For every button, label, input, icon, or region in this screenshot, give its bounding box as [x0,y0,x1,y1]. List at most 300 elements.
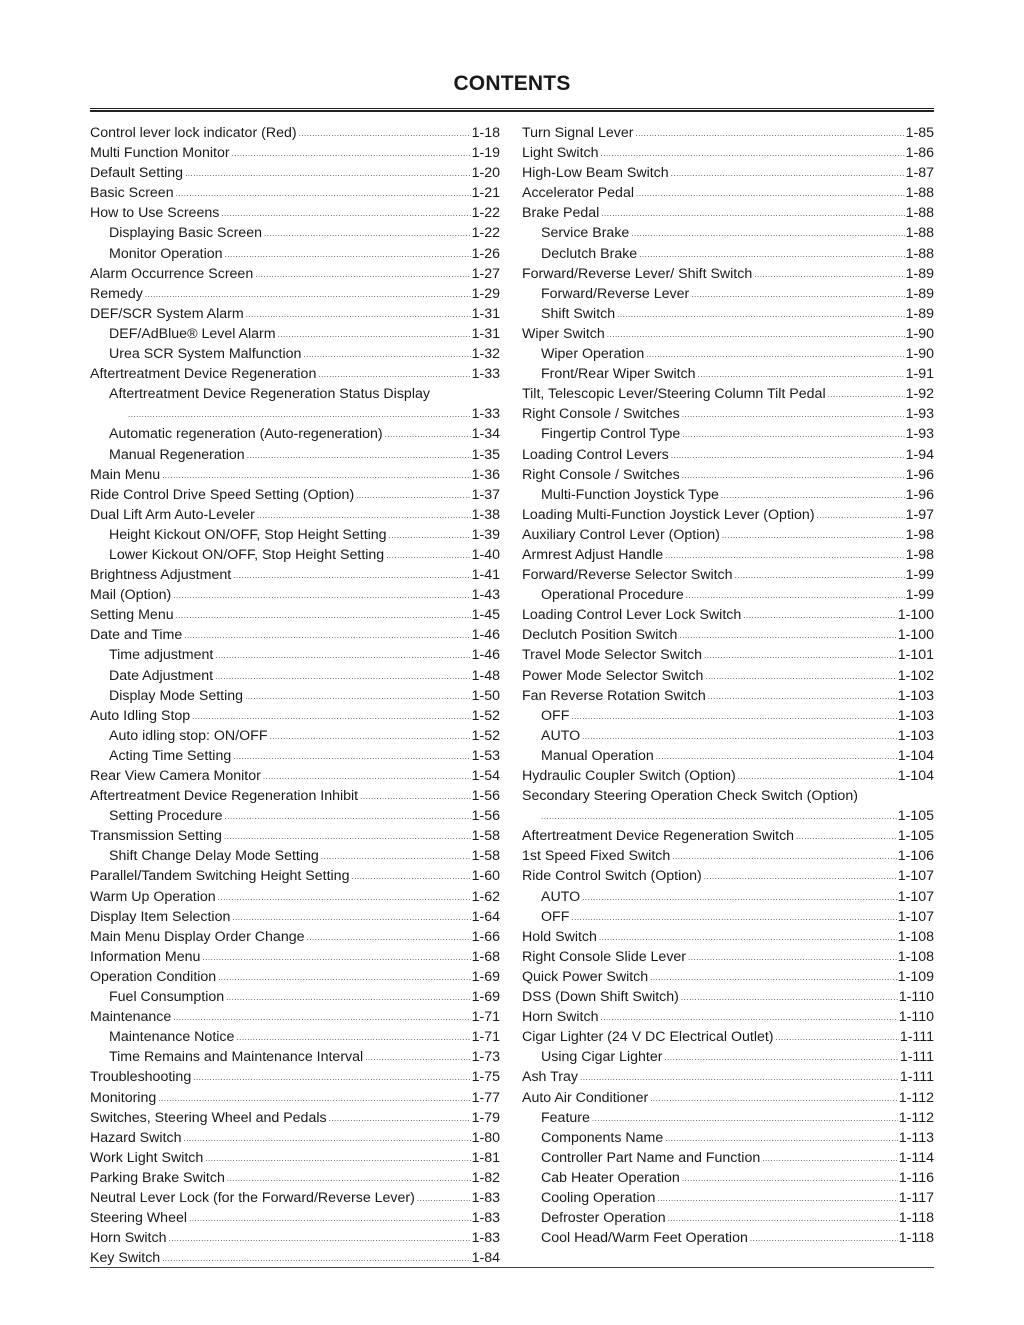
toc-entry-page: 1-85 [905,125,934,141]
toc-entry-page: 1-99 [905,567,934,584]
toc-entry-page: 1-82 [471,1169,500,1186]
toc-entry[interactable] [522,866,934,886]
toc-entry-page: 1-103 [897,727,934,744]
toc-dot-leader [571,908,896,928]
toc-dot-leader [224,827,471,847]
toc-entry[interactable] [522,666,934,686]
toc-entry[interactable] [522,806,934,826]
toc-entry[interactable] [522,766,934,786]
toc-entry-page: 1-93 [905,406,934,423]
toc-dot-leader [722,526,905,546]
toc-dot-leader [607,325,905,345]
toc-entry-title: Display Item Selection [90,908,231,925]
toc-entry-page: 1-45 [471,607,500,624]
toc-entry-title: Monitoring [90,1089,157,1106]
toc-entry-page: 1-105 [897,808,934,825]
toc-entry[interactable] [90,907,500,927]
toc-entry-page: 1-54 [471,768,500,784]
toc-dot-leader [657,1189,897,1209]
toc-dot-leader [672,847,896,867]
toc-dot-leader [145,285,471,305]
toc-entry[interactable] [90,987,500,1007]
toc-entry-page: 1-92 [905,386,934,403]
toc-entry[interactable] [522,244,934,264]
toc-entry-title: Monitor Operation [109,245,223,262]
toc-entry[interactable] [90,1208,500,1228]
toc-entry-title: Cooling Operation [541,1189,656,1206]
toc-dot-leader [656,747,897,767]
toc-entry[interactable] [90,364,500,384]
toc-entry-page: 1-87 [905,165,934,182]
toc-entry[interactable] [522,887,934,907]
toc-dot-leader [307,928,471,948]
toc-dot-leader [215,667,470,687]
toc-entry[interactable] [522,625,934,645]
toc-column-left [90,123,500,1268]
toc-entry-title: Ride Control Drive Speed Setting (Option) [90,486,355,503]
toc-entry[interactable] [90,645,500,665]
toc-entry-title: Aftertreatment Device Regeneration Switch [522,828,795,845]
toc-entry-page: 1-58 [471,828,500,845]
toc-entry-page: 1-90 [905,325,934,342]
toc-entry-page: 1-38 [471,506,500,523]
toc-dot-leader [227,1169,471,1189]
toc-entry-page: 1-88 [905,205,934,222]
toc-entry[interactable] [522,505,934,525]
toc-entry[interactable] [522,846,934,866]
toc-entry[interactable] [522,1047,934,1067]
toc-entry[interactable] [522,1168,934,1188]
toc-dot-leader [247,446,471,466]
toc-dot-leader [233,566,470,586]
toc-entry[interactable] [90,384,500,404]
toc-entry[interactable] [522,605,934,625]
toc-dot-leader [636,184,905,204]
toc-dot-leader [183,1129,470,1149]
toc-dot-leader [226,988,470,1008]
toc-entry[interactable] [90,1188,500,1208]
toc-entry[interactable] [522,163,934,183]
toc-dot-leader [686,586,905,606]
toc-entry[interactable] [522,645,934,665]
toc-entry[interactable] [90,203,500,223]
toc-entry-page: 1-34 [471,426,500,443]
toc-entry-title: Steering Wheel [90,1210,187,1227]
toc-entry-page: 1-103 [897,687,934,704]
toc-entry[interactable] [522,706,934,726]
toc-dot-leader [665,1129,898,1149]
toc-dot-leader [571,707,896,727]
toc-entry-title: Main Menu Display Order Change [90,928,305,945]
toc-entry[interactable] [522,1208,934,1228]
toc-entry[interactable] [90,927,500,947]
toc-entry[interactable] [90,686,500,706]
toc-entry[interactable] [90,264,500,284]
toc-entry-title: Hazard Switch [90,1129,182,1146]
toc-entry-page: 1-89 [905,285,934,302]
toc-entry[interactable] [90,1088,500,1108]
toc-entry[interactable] [90,545,500,565]
toc-dot-leader [202,948,470,968]
toc-entry[interactable] [90,706,500,726]
toc-entry-page: 1-117 [898,1189,934,1206]
toc-entry[interactable] [90,1067,500,1087]
toc-entry[interactable] [522,907,934,927]
toc-entry[interactable] [90,947,500,967]
toc-entry-title: Control lever lock indicator (Red) [90,125,297,141]
toc-entry-title: Alarm Occurrence Screen [90,265,254,282]
toc-dot-leader [635,124,904,144]
toc-entry[interactable] [90,1248,500,1268]
toc-entry[interactable] [90,565,500,585]
toc-dot-leader [671,446,905,466]
toc-entry[interactable] [90,887,500,907]
toc-entry-page: 1-69 [471,989,500,1006]
toc-entry-title: Lower Kickout ON/OFF, Stop Height Setting [109,546,385,563]
toc-entry[interactable] [522,1067,934,1087]
toc-entry[interactable] [90,1168,500,1188]
toc-entry[interactable] [90,846,500,866]
toc-entry-page: 1-83 [471,1189,500,1206]
toc-entry-page: 1-108 [897,928,934,945]
toc-dot-leader [681,988,898,1008]
toc-entry-title: Fuel Consumption [109,989,225,1006]
toc-dot-leader [704,646,897,666]
toc-entry-title: 1st Speed Fixed Switch [522,848,671,865]
toc-dot-leader [193,1068,470,1088]
toc-entry-title: Date and Time [90,627,183,644]
toc-entry-title: Tilt, Telescopic Lever/Steering Column Tilt Pedal [522,386,826,403]
toc-entry-page: 1-88 [905,185,934,202]
toc-entry-page: 1-90 [905,346,934,363]
toc-dot-leader [600,1008,897,1028]
toc-entry[interactable] [522,585,934,605]
toc-entry-page: 1-36 [471,466,500,483]
toc-dot-leader [691,285,904,305]
toc-entry-title: Wiper Switch [522,325,605,342]
toc-entry[interactable] [522,324,934,344]
toc-entry-page: 1-93 [905,426,934,443]
toc-entry[interactable] [522,686,934,706]
toc-entry[interactable] [522,826,934,846]
toc-dot-leader [735,566,905,586]
toc-entry-page: 1-40 [471,546,500,563]
toc-entry-page: 1-58 [471,848,500,865]
toc-entry-page: 1-75 [471,1069,500,1086]
toc-entry-page: 1-100 [897,627,934,644]
toc-dot-leader [225,807,471,827]
toc-entry-page: 1-27 [471,265,500,282]
toc-entry[interactable] [522,947,934,967]
toc-entry[interactable] [522,465,934,485]
toc-dot-leader [417,1189,471,1209]
toc-dot-leader [541,807,897,827]
toc-entry-title: Remedy [90,285,143,302]
toc-entry[interactable] [522,1228,934,1248]
toc-dot-leader [173,1008,470,1028]
toc-dot-leader [168,1229,470,1249]
toc-entry[interactable] [90,183,500,203]
bottom-rule [90,1267,934,1268]
toc-entry-title: Height Kickout ON/OFF, Stop Height Setting [109,526,387,543]
toc-entry-page: 1-109 [897,968,934,985]
toc-dot-leader [721,486,905,506]
toc-dot-leader [236,1028,470,1048]
toc-entry[interactable] [522,525,934,545]
toc-entry-page: 1-89 [905,305,934,322]
toc-entry[interactable] [522,987,934,1007]
toc-entry[interactable] [522,1088,934,1108]
toc-entry[interactable] [90,1148,500,1168]
toc-entry-page: 1-41 [471,567,500,584]
toc-entry-title: Right Console / Switches [522,466,680,483]
toc-entry[interactable] [90,967,500,987]
toc-dot-leader [385,425,471,445]
toc-entry[interactable] [90,1128,500,1148]
toc-entry-title: Aftertreatment Device Regeneration Inhibit [90,788,359,805]
toc-dot-leader [599,928,897,948]
toc-entry-page: 1-107 [897,868,934,885]
toc-entry[interactable] [90,1108,500,1128]
toc-entry[interactable] [90,605,500,625]
toc-entry-title: High-Low Beam Switch [522,165,669,182]
toc-entry[interactable] [90,244,500,264]
toc-dot-leader [218,888,471,908]
toc-entry[interactable] [522,445,934,465]
toc-entry-title: Quick Power Switch [522,968,649,985]
toc-entry[interactable] [90,786,500,806]
toc-dot-leader [225,245,471,265]
toc-entry[interactable] [90,445,500,465]
toc-entry[interactable] [522,1027,934,1047]
toc-entry-page: 1-96 [905,466,934,483]
toc-entry[interactable] [522,1128,934,1148]
toc-entry-title: Cigar Lighter (24 V DC Electrical Outlet) [522,1029,774,1046]
toc-entry[interactable] [90,223,500,243]
toc-dot-leader [688,948,897,968]
toc-entry[interactable] [522,384,934,404]
toc-entry-title: Auxiliary Control Lever (Option) [522,526,720,543]
toc-entry[interactable] [522,485,934,505]
toc-entry-title: Declutch Brake [541,245,638,262]
toc-entry[interactable] [522,565,934,585]
toc-entry[interactable] [522,284,934,304]
toc-entry[interactable] [522,1108,934,1128]
toc-entry-title: Power Mode Selector Switch [522,667,704,684]
toc-entry-title: Fan Reverse Rotation Switch [522,687,706,704]
toc-entry[interactable] [522,927,934,947]
toc-entry-title: Maintenance [90,1009,172,1026]
toc-entry[interactable] [522,545,934,565]
toc-entry-page: 1-39 [471,526,500,543]
toc-entry-page: 1-113 [898,1129,934,1146]
toc-entry-title: AUTO [541,727,581,744]
toc-entry-title: OFF [541,707,570,724]
toc-entry[interactable] [522,786,934,806]
toc-entry-title: AUTO [541,888,581,905]
toc-entry[interactable] [90,666,500,686]
toc-entry-title: Front/Rear Wiper Switch [541,366,696,383]
toc-entry-title: Auto Idling Stop [90,707,191,724]
toc-dot-leader [671,164,905,184]
toc-entry-page: 1-116 [898,1169,934,1186]
toc-entry[interactable] [522,264,934,284]
toc-entry[interactable] [522,424,934,444]
toc-entry-title: OFF [541,908,570,925]
toc-dot-leader [679,626,896,646]
toc-entry[interactable] [90,404,500,424]
toc-entry[interactable] [90,143,500,163]
toc-entry[interactable] [522,223,934,243]
toc-entry-title: Setting Procedure [109,808,223,825]
toc-entry[interactable] [90,1007,500,1027]
toc-dot-leader [185,164,471,184]
toc-entry[interactable] [90,284,500,304]
toc-entry-title: Components Name [541,1129,664,1146]
toc-entry-title: Troubleshooting [90,1069,192,1086]
toc-entry[interactable] [90,746,500,766]
toc-entry[interactable] [90,625,500,645]
toc-dot-leader [246,305,471,325]
toc-dot-leader [233,747,470,767]
toc-entry[interactable] [90,163,500,183]
toc-entry-title: Default Setting [90,165,184,182]
toc-dot-leader [303,345,470,365]
toc-dot-leader [232,144,471,164]
toc-entry[interactable] [90,766,500,786]
toc-entry[interactable] [90,344,500,364]
toc-entry[interactable] [90,424,500,444]
toc-entry-page: 1-22 [471,205,500,222]
toc-entry-page: 1-100 [897,607,934,624]
toc-entry-page: 1-21 [471,185,500,202]
toc-entry-page: 1-60 [471,868,500,885]
toc-entry[interactable] [90,123,500,143]
toc-entry-page: 1-22 [471,225,500,242]
toc-entry-page: 1-111 [899,1069,934,1086]
toc-dot-leader [278,325,471,345]
toc-entry[interactable] [522,746,934,766]
toc-entry-title: Shift Switch [541,305,616,322]
toc-entry[interactable] [90,826,500,846]
toc-entry[interactable] [522,726,934,746]
toc-dot-leader [263,767,471,787]
toc-dot-leader [360,787,470,807]
toc-entry[interactable] [522,364,934,384]
toc-entry-title: Aftertreatment Device Regeneration [90,366,317,383]
toc-entry-page: 1-52 [471,707,500,724]
toc-entry[interactable] [90,1027,500,1047]
toc-entry-title: Loading Multi-Function Joystick Lever (Option) [522,506,815,523]
toc-entry[interactable] [90,806,500,826]
toc-entry[interactable] [522,1188,934,1208]
toc-entry[interactable] [90,465,500,485]
toc-entry-title: Forward/Reverse Selector Switch [522,567,733,584]
toc-entry-page: 1-73 [471,1049,500,1066]
toc-dot-leader [708,687,897,707]
toc-entry[interactable] [90,324,500,344]
toc-entry[interactable] [90,585,500,605]
toc-entry[interactable] [522,123,934,143]
toc-entry-page: 1-20 [471,165,500,182]
toc-entry-title: Forward/Reverse Lever [541,285,690,302]
toc-entry[interactable] [90,505,500,525]
toc-entry-page: 1-118 [898,1210,934,1227]
toc-entry-title: Travel Mode Selector Switch [522,647,703,664]
toc-entry-title: Turn Signal Lever [522,125,634,141]
toc-entry-title: Auto idling stop: ON/OFF [109,727,268,744]
toc-entry-title: Parking Brake Switch [90,1169,225,1186]
toc-dot-leader [389,526,471,546]
toc-entry-title: Basic Screen [90,185,174,202]
toc-dot-leader [582,888,897,908]
toc-entry-title: Auto Air Conditioner [522,1089,649,1106]
toc-dot-leader [128,405,471,425]
toc-entry[interactable] [90,726,500,746]
toc-entry[interactable] [90,304,500,324]
toc-dot-leader [754,265,904,285]
toc-entry[interactable] [522,344,934,364]
toc-entry[interactable] [522,203,934,223]
toc-entry-page: 1-107 [897,888,934,905]
toc-entry-page: 1-79 [471,1109,500,1126]
toc-dot-leader [664,1048,898,1068]
toc-entry-title: Wiper Operation [541,346,645,363]
toc-entry-page: 1-68 [471,948,500,965]
toc-entry[interactable] [90,525,500,545]
toc-dot-leader [264,224,471,244]
toc-dot-leader [299,124,471,144]
toc-entry-title: Brightness Adjustment [90,567,232,584]
toc-entry[interactable] [522,1007,934,1027]
toc-entry-page: 1-32 [471,346,500,363]
toc-entry-title: Parallel/Tandem Switching Height Setting [90,868,350,885]
toc-column-right [522,123,934,1248]
toc-entry-title: Information Menu [90,948,201,965]
toc-entry-page: 1-33 [471,366,500,383]
toc-entry[interactable] [522,143,934,163]
toc-entry-title: Horn Switch [90,1230,167,1247]
toc-entry-page: 1-96 [905,486,934,503]
toc-entry[interactable] [90,1228,500,1248]
toc-entry-page: 1-104 [897,768,934,784]
toc-entry-page: 1-29 [471,285,500,302]
toc-entry[interactable] [522,304,934,324]
toc-entry-page: 1-108 [897,948,934,965]
toc-entry-page: 1-71 [471,1029,500,1046]
toc-entry[interactable] [90,866,500,886]
toc-entry[interactable] [522,183,934,203]
toc-entry-page: 1-91 [905,366,934,383]
toc-dot-leader [617,305,904,325]
toc-entry[interactable] [522,1148,934,1168]
toc-dot-leader [776,1028,899,1048]
toc-entry-page: 1-86 [905,145,934,162]
toc-entry[interactable] [90,485,500,505]
toc-entry-title: Horn Switch [522,1009,599,1026]
toc-entry-page: 1-35 [471,446,500,463]
toc-entry-title: Multi Function Monitor [90,145,230,162]
toc-entry-title: Warm Up Operation [90,888,216,905]
toc-entry[interactable] [90,1047,500,1067]
toc-dot-leader [218,968,470,988]
toc-entry-page: 1-71 [471,1009,500,1026]
toc-entry[interactable] [522,404,934,424]
toc-dot-leader [270,727,471,747]
toc-entry-title: Operation Condition [90,968,217,985]
toc-entry-title: Ash Tray [522,1069,578,1086]
toc-entry[interactable] [522,967,934,987]
